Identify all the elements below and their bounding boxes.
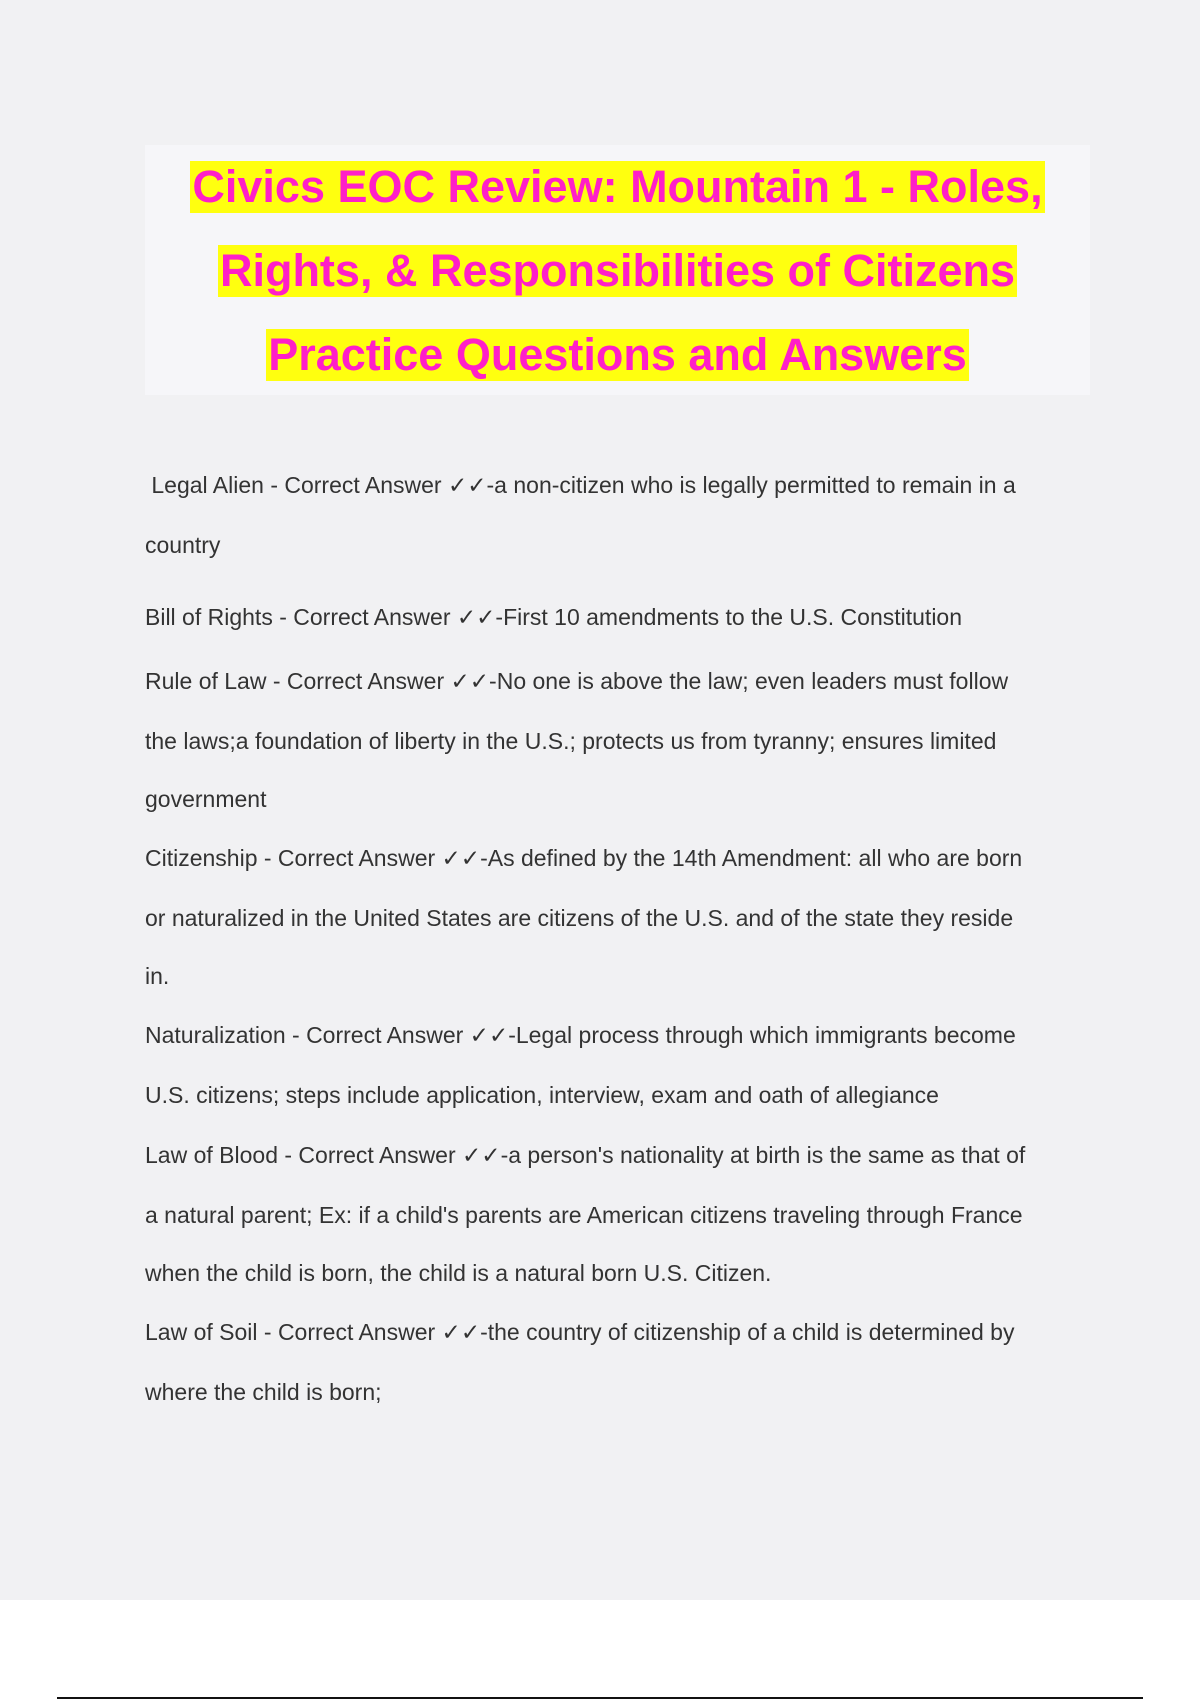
qa-line: Bill of Rights - Correct Answer ✓✓-First 10 amendments to the U.S. Constitution [145, 604, 963, 630]
title-line-1: Civics EOC Review: Mountain 1 - Roles, [192, 161, 1043, 212]
title-line-3: Practice Questions and Answers [268, 329, 967, 380]
qa-line: Naturalization - Correct Answer ✓✓-Legal process through which immigrants become [145, 1022, 1016, 1048]
qa-entry-rule-of-law [145, 651, 1075, 828]
qa-entry-law-of-blood [145, 1125, 1075, 1302]
qa-line: where the child is born; [145, 1379, 382, 1405]
qa-line: U.S. citizens; steps include application, interview, exam and oath of allegiance [145, 1082, 939, 1108]
qa-line: or naturalized in the United States are citizens of the U.S. and of the state they reside [145, 905, 1014, 931]
qa-line: government [145, 786, 267, 812]
qa-line: Legal Alien - Correct Answer ✓✓-a non-citizen who is legally permitted to remain in a [145, 472, 1016, 498]
qa-line: in. [145, 963, 170, 989]
qa-entry-legal-alien [145, 455, 1075, 575]
qa-line: Law of Soil - Correct Answer ✓✓-the country of citizenship of a child is determined by [145, 1319, 1015, 1345]
qa-entry-law-of-soil [145, 1302, 1075, 1422]
qa-line: Citizenship - Correct Answer ✓✓-As defined by the 14th Amendment: all who are born [145, 845, 1023, 871]
qa-list [145, 455, 1075, 1422]
qa-line: country [145, 532, 221, 558]
qa-line: a natural parent; Ex: if a child's parents are American citizens traveling through France [145, 1202, 1023, 1228]
qa-line: Rule of Law - Correct Answer ✓✓-No one is above the law; even leaders must follow [145, 668, 1009, 694]
title-line-2: Rights, & Responsibilities of Citizens [219, 245, 1016, 296]
qa-entry-citizenship [145, 828, 1075, 1005]
qa-line: Law of Blood - Correct Answer ✓✓-a person's nationality at birth is the same as that of [145, 1142, 1026, 1168]
qa-line: the laws;a foundation of liberty in the U.S.; protects us from tyranny; ensures limited [145, 728, 997, 754]
qa-entry-bill-of-rights [145, 587, 1075, 647]
qa-entry-naturalization [145, 1005, 1075, 1125]
document-title [145, 145, 1090, 395]
footer-divider [57, 1697, 1143, 1699]
qa-line: when the child is born, the child is a natural born U.S. Citizen. [145, 1260, 772, 1286]
